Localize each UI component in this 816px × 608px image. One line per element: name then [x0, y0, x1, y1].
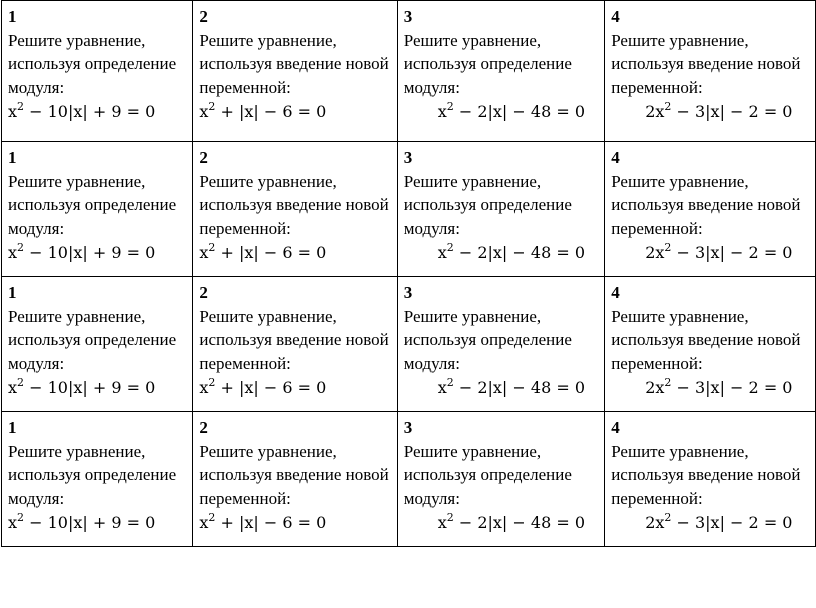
- equation-base: 2x: [645, 378, 665, 397]
- task-card-content: [605, 1, 815, 125]
- task-card: [2, 1, 193, 142]
- task-instruction-line: используя введение новой: [611, 330, 801, 349]
- task-number: 2: [199, 283, 208, 302]
- task-card-content: [2, 142, 192, 266]
- task-card-content: [2, 277, 192, 401]
- task-instruction-line: модуля:: [8, 77, 65, 97]
- task-instruction-line: модуля:: [8, 488, 65, 508]
- task-instruction-line: используя определение: [403, 195, 572, 214]
- task-card: [193, 277, 397, 412]
- task-instruction-line: модуля:: [403, 488, 460, 508]
- task-instruction-line: Решите уравнение,: [403, 171, 542, 191]
- equation-rest: + |x| − 6 = 0: [215, 513, 327, 532]
- task-instruction-line: используя определение: [403, 54, 572, 73]
- task-number: 1: [8, 283, 17, 302]
- task-card: [193, 412, 397, 547]
- task-number: 4: [611, 418, 620, 437]
- equation-rest: − 10|x| + 9 = 0: [24, 513, 156, 532]
- task-cards-table: [1, 0, 816, 547]
- equation-base: x: [199, 378, 209, 397]
- task-card-content: [193, 1, 396, 125]
- equation-exponent: 2: [208, 100, 216, 113]
- equation-exponent: 2: [446, 376, 454, 389]
- task-instruction-line: переменной:: [611, 77, 703, 97]
- task-instruction-line: используя введение новой: [199, 54, 389, 73]
- task-instruction-line: модуля:: [403, 353, 460, 373]
- task-card-content: [605, 277, 815, 401]
- equation-base: x: [437, 243, 447, 262]
- task-equation: [611, 99, 815, 125]
- task-card: [2, 277, 193, 412]
- equation-exponent: 2: [208, 376, 216, 389]
- task-card-content: [605, 142, 815, 266]
- card-row: [2, 142, 816, 277]
- task-card: [397, 412, 604, 547]
- task-equation: [199, 240, 396, 266]
- task-instruction-line: Решите уравнение,: [8, 171, 146, 191]
- task-instruction-line: Решите уравнение,: [8, 306, 146, 326]
- equation-base: x: [199, 513, 209, 532]
- equation-base: 2x: [645, 102, 665, 121]
- task-instruction-line: используя введение новой: [611, 54, 801, 73]
- task-number: 3: [403, 7, 413, 26]
- task-instruction-line: Решите уравнение,: [8, 30, 146, 50]
- task-card-content: [398, 1, 604, 125]
- task-instruction-line: используя определение: [8, 195, 177, 214]
- task-instruction-line: переменной:: [611, 218, 703, 238]
- task-instruction-line: Решите уравнение,: [611, 30, 749, 50]
- task-number: 2: [199, 418, 208, 437]
- equation-exponent: 2: [17, 511, 25, 524]
- task-card-content: [605, 412, 815, 536]
- equation-exponent: 2: [664, 511, 672, 524]
- equation-base: x: [437, 513, 447, 532]
- task-equation: [404, 240, 604, 266]
- task-number: 1: [8, 418, 17, 437]
- equation-rest: − 10|x| + 9 = 0: [24, 102, 156, 121]
- task-instruction-line: модуля:: [8, 218, 65, 238]
- task-number: 2: [199, 7, 208, 26]
- task-number: 3: [403, 283, 413, 302]
- task-equation: [8, 375, 192, 401]
- task-equation: [8, 510, 192, 536]
- equation-rest: + |x| − 6 = 0: [215, 378, 327, 397]
- task-instruction-line: Решите уравнение,: [8, 441, 146, 461]
- task-equation: [404, 510, 604, 536]
- task-instruction-line: переменной:: [611, 488, 703, 508]
- task-instruction-line: используя введение новой: [611, 465, 801, 484]
- equation-exponent: 2: [446, 100, 454, 113]
- task-number: 3: [403, 418, 413, 437]
- equation-exponent: 2: [664, 241, 672, 254]
- equation-exponent: 2: [664, 376, 672, 389]
- task-instruction-line: переменной:: [199, 353, 291, 373]
- equation-rest: + |x| − 6 = 0: [215, 243, 327, 262]
- equation-rest: − 3|x| − 2 = 0: [671, 102, 793, 121]
- task-equation: [404, 375, 604, 401]
- equation-exponent: 2: [446, 241, 454, 254]
- task-card-content: [193, 412, 396, 536]
- task-number: 4: [611, 7, 620, 26]
- task-equation: [199, 99, 396, 125]
- task-card: [605, 1, 816, 142]
- equation-base: x: [437, 102, 447, 121]
- task-instruction-line: используя определение: [403, 465, 572, 484]
- task-instruction-line: используя определение: [8, 330, 177, 349]
- task-equation: [199, 375, 396, 401]
- task-instruction-line: переменной:: [611, 353, 703, 373]
- equation-exponent: 2: [446, 511, 454, 524]
- task-instruction-line: используя определение: [8, 465, 177, 484]
- task-instruction-line: используя определение: [403, 330, 572, 349]
- task-card: [605, 277, 816, 412]
- task-equation: [199, 510, 396, 536]
- equation-exponent: 2: [664, 100, 672, 113]
- equation-rest: − 3|x| − 2 = 0: [671, 378, 793, 397]
- task-number: 4: [611, 283, 620, 302]
- task-card: [605, 412, 816, 547]
- equation-exponent: 2: [17, 241, 25, 254]
- equation-exponent: 2: [17, 100, 25, 113]
- equation-base: x: [8, 102, 18, 121]
- task-instruction-line: переменной:: [199, 218, 291, 238]
- equation-rest: − 10|x| + 9 = 0: [24, 243, 156, 262]
- task-instruction-line: Решите уравнение,: [199, 441, 337, 461]
- task-equation: [611, 510, 815, 536]
- equation-base: x: [8, 243, 18, 262]
- task-instruction-line: используя определение: [8, 54, 177, 73]
- equation-rest: − 3|x| − 2 = 0: [671, 513, 793, 532]
- task-instruction-line: модуля:: [8, 353, 65, 373]
- equation-base: 2x: [645, 513, 665, 532]
- equation-rest: − 2|x| − 48 = 0: [453, 513, 586, 532]
- task-card-content: [2, 1, 192, 125]
- task-equation: [8, 99, 192, 125]
- equation-rest: − 3|x| − 2 = 0: [671, 243, 793, 262]
- task-equation: [404, 99, 604, 125]
- equation-base: x: [199, 243, 209, 262]
- task-instruction-line: Решите уравнение,: [611, 171, 749, 191]
- task-number: 4: [611, 148, 620, 167]
- task-instruction-line: Решите уравнение,: [403, 306, 542, 326]
- equation-base: x: [8, 513, 18, 532]
- task-card-content: [398, 412, 604, 536]
- task-instruction-line: используя введение новой: [611, 195, 801, 214]
- task-equation: [611, 240, 815, 266]
- task-number: 3: [403, 148, 413, 167]
- task-card: [605, 142, 816, 277]
- task-instruction-line: модуля:: [403, 218, 460, 238]
- equation-base: 2x: [645, 243, 665, 262]
- task-card-content: [193, 277, 396, 401]
- task-instruction-line: модуля:: [403, 77, 460, 97]
- task-instruction-line: Решите уравнение,: [199, 171, 337, 191]
- task-instruction-line: Решите уравнение,: [611, 441, 749, 461]
- task-card-content: [398, 277, 604, 401]
- task-card-content: [398, 142, 604, 266]
- task-instruction-line: используя введение новой: [199, 465, 389, 484]
- task-instruction-line: Решите уравнение,: [199, 30, 337, 50]
- task-instruction-line: используя введение новой: [199, 330, 389, 349]
- task-instruction-line: Решите уравнение,: [403, 30, 542, 50]
- equation-base: x: [8, 378, 18, 397]
- equation-exponent: 2: [208, 511, 216, 524]
- task-number: 1: [8, 148, 17, 167]
- equation-rest: − 2|x| − 48 = 0: [453, 102, 586, 121]
- equation-rest: − 2|x| − 48 = 0: [453, 243, 586, 262]
- task-card: [193, 1, 397, 142]
- task-number: 2: [199, 148, 208, 167]
- equation-base: x: [437, 378, 447, 397]
- equation-rest: + |x| − 6 = 0: [215, 102, 327, 121]
- task-card: [397, 277, 604, 412]
- equation-base: x: [199, 102, 209, 121]
- equation-rest: − 2|x| − 48 = 0: [453, 378, 586, 397]
- task-card: [2, 412, 193, 547]
- task-instruction-line: переменной:: [199, 488, 291, 508]
- task-card: [193, 142, 397, 277]
- task-instruction-line: Решите уравнение,: [403, 441, 542, 461]
- equation-rest: − 10|x| + 9 = 0: [24, 378, 156, 397]
- task-card-content: [193, 142, 396, 266]
- task-instruction-line: Решите уравнение,: [611, 306, 749, 326]
- card-row: [2, 412, 816, 547]
- task-equation: [611, 375, 815, 401]
- task-number: 1: [8, 7, 17, 26]
- task-equation: [8, 240, 192, 266]
- task-card: [397, 1, 604, 142]
- task-instruction-line: используя введение новой: [199, 195, 389, 214]
- task-instruction-line: Решите уравнение,: [199, 306, 337, 326]
- card-row: [2, 1, 816, 142]
- task-instruction-line: переменной:: [199, 77, 291, 97]
- card-row: [2, 277, 816, 412]
- task-card: [397, 142, 604, 277]
- task-card: [2, 142, 193, 277]
- equation-exponent: 2: [17, 376, 25, 389]
- equation-exponent: 2: [208, 241, 216, 254]
- task-card-content: [2, 412, 192, 536]
